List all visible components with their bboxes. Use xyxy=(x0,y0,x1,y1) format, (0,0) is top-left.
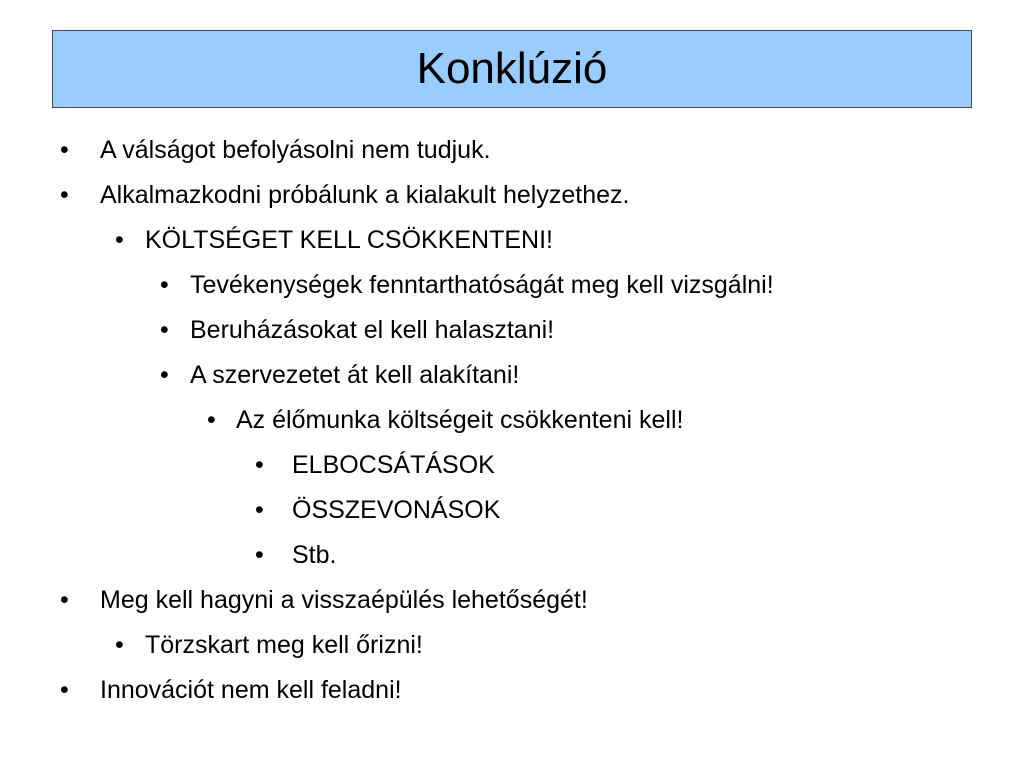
bullet-icon: • xyxy=(60,586,69,614)
bullet-text: ELBOCSÁTÁSOK xyxy=(292,451,495,479)
bullet-text: Innovációt nem kell feladni! xyxy=(100,676,402,704)
bullet-icon: • xyxy=(60,181,69,209)
bullet-icon: • xyxy=(255,451,264,479)
bullet-icon: • xyxy=(255,541,264,569)
bullet-icon: • xyxy=(160,361,169,389)
bullet-icon: • xyxy=(160,316,169,344)
bullet-text: A szervezetet át kell alakítani! xyxy=(190,361,520,389)
title-box xyxy=(52,30,972,108)
bullet-text: A válságot befolyásolni nem tudjuk. xyxy=(100,136,491,164)
bullet-text: ÖSSZEVONÁSOK xyxy=(292,496,501,524)
bullet-text: KÖLTSÉGET KELL CSÖKKENTENI! xyxy=(145,226,553,254)
bullet-icon: • xyxy=(60,676,69,704)
bullet-icon: • xyxy=(115,631,124,659)
bullet-text: Tevékenységek fenntarthatóságát meg kell vizsgálni! xyxy=(190,271,774,299)
bullet-text: Alkalmazkodni próbálunk a kialakult helyzethez. xyxy=(100,181,630,209)
bullet-text: Törzskart meg kell őrizni! xyxy=(145,631,423,659)
bullet-text: Stb. xyxy=(292,541,337,569)
bullet-text: Az élőmunka költségeit csökkenteni kell! xyxy=(236,406,684,434)
bullet-icon: • xyxy=(207,406,216,434)
bullet-icon: • xyxy=(160,271,169,299)
bullet-icon: • xyxy=(255,496,264,524)
bullet-text: Meg kell hagyni a visszaépülés lehetőségét! xyxy=(100,586,588,614)
bullet-icon: • xyxy=(115,226,124,254)
bullet-text: Beruházásokat el kell halasztani! xyxy=(190,316,555,344)
slide-title: Konklúzió xyxy=(416,44,608,93)
bullet-icon: • xyxy=(60,136,69,164)
